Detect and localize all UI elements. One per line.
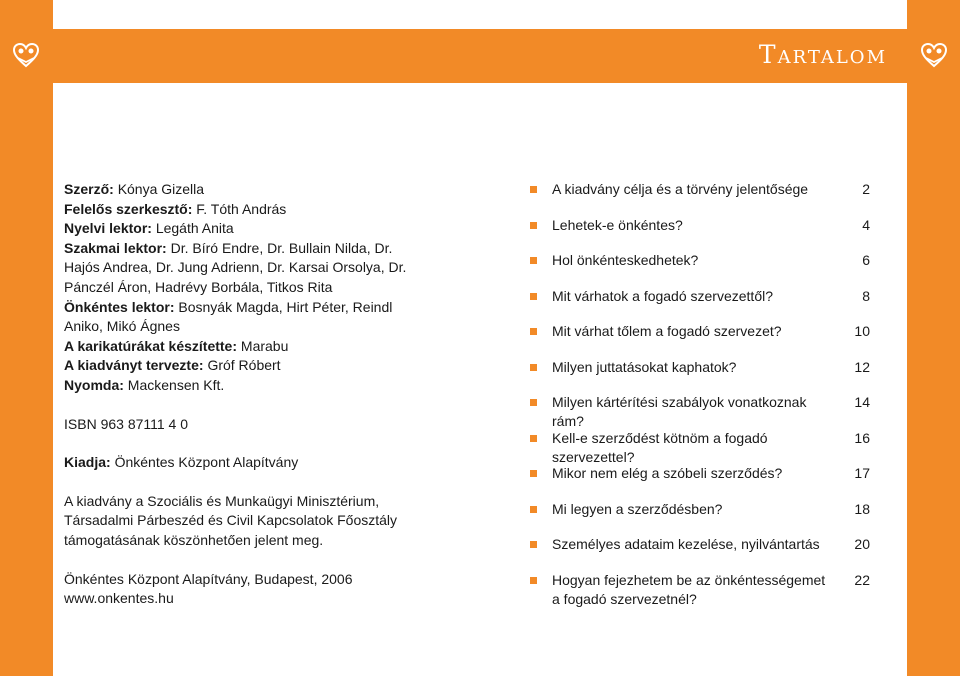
printer-value: Mackensen Kft. [127, 376, 225, 393]
toc-item-title: Hogyan fejezhetem be az önkéntességemet a fogadó szervezetnél? [552, 571, 826, 607]
toc-item-title: Milyen kártérítési szabályok vonatkoznak rám? [552, 394, 807, 429]
heart-hands-logo-icon [919, 40, 949, 70]
author-value: Kónya Gizella [117, 181, 205, 197]
publisher-line [64, 453, 424, 473]
right-orange-band [907, 0, 960, 676]
toc-item[interactable] [530, 216, 870, 252]
bullet-square-icon [530, 293, 537, 300]
bullet-square-icon [530, 506, 537, 513]
toc-item-page: 17 [854, 465, 870, 481]
toc-item-title: Lehetek-e önkéntes? [552, 216, 683, 233]
editor-label: Felelős szerkesztő: [64, 200, 193, 217]
language-lector-label: Nyelvi lektor: [64, 220, 152, 237]
toc-item-title: Hol önkénteskedhetek? [552, 252, 699, 268]
professional-lectors-value: Dr. Bíró Endre, Dr. Bullain Nilda, Dr. Hajós Andrea, Dr. Jung Adrienn, Dr. Karsai Orsolya, Dr. Pánczél Áron, Hadrévy Borbála, Titkos Rita [64, 239, 407, 295]
author-line [64, 180, 424, 200]
bullet-square-icon [530, 435, 537, 442]
toc-item-page: 12 [854, 358, 870, 375]
volunteer-lectors-label: Önkéntes lektor: [64, 298, 175, 315]
support-text: A kiadvány a Szociális és Munkaügyi Minisztérium, Társadalmi Párbeszéd és Civil Kapcsolatok Főosztály támogatásának köszönhetően jelent meg. [64, 492, 398, 548]
toc-item-page: 22 [854, 571, 870, 588]
toc-item-page: 4 [862, 216, 870, 233]
toc-item-title: Személyes adataim kezelése, nyilvántartás [552, 536, 820, 552]
professional-lectors-label: Szakmai lektor: [64, 239, 167, 256]
editor-value: F. Tóth András [196, 200, 287, 217]
professional-lectors-line [64, 239, 424, 298]
toc-item-title: Milyen juttatásokat kaphatok? [552, 358, 737, 375]
bullet-square-icon [530, 328, 537, 335]
printer-line [64, 376, 424, 396]
toc-item[interactable] [530, 358, 870, 394]
designer-value: Gróf Róbert [207, 357, 281, 374]
volunteer-lectors-value: Bosnyák Magda, Hirt Péter, Reindl Aniko, Mikó Ágnes [64, 298, 393, 335]
toc-item-title: A kiadvány célja és a törvény jelentősége [552, 181, 809, 197]
bullet-square-icon [530, 541, 537, 548]
toc-item-page: 10 [854, 323, 870, 339]
place-year: Önkéntes Központ Alapítvány, Budapest, 2006 [64, 570, 353, 587]
author-label: Szerző: [64, 181, 114, 197]
toc-item-page: 6 [862, 252, 870, 268]
toc-item-title: Kell-e szerződést kötnöm a fogadó szervezettel? [552, 429, 768, 465]
bullet-square-icon [530, 364, 537, 371]
toc-item[interactable] [530, 571, 870, 607]
toc-item-page: 2 [862, 181, 870, 197]
publisher-label: Kiadja: [64, 454, 111, 471]
publisher-value: Önkéntes Központ Alapítvány [114, 454, 299, 471]
website-link[interactable]: www.onkentes.hu [64, 590, 174, 607]
bullet-square-icon [530, 257, 537, 264]
toc-item-title: Mikor nem elég a szóbeli szerződés? [552, 465, 783, 481]
language-lector-value: Legáth Anita [155, 220, 234, 237]
toc-item[interactable] [530, 464, 870, 500]
caricatures-line [64, 337, 424, 357]
toc-item[interactable] [530, 180, 870, 216]
bullet-square-icon [530, 470, 537, 477]
toc-item[interactable] [530, 535, 870, 571]
table-of-contents [530, 180, 870, 606]
bullet-square-icon [530, 222, 537, 229]
toc-item[interactable] [530, 500, 870, 536]
toc-item-title: Mit várhat tőlem a fogadó szervezet? [552, 323, 782, 339]
toc-item-title: Mit várhatok a fogadó szervezettől? [552, 287, 774, 304]
bullet-square-icon [530, 186, 537, 193]
language-lector-line [64, 219, 424, 239]
caricatures-value: Marabu [240, 337, 289, 354]
credits-block [64, 180, 424, 609]
volunteer-lectors-line [64, 298, 424, 337]
isbn: ISBN 963 87111 4 0 [64, 415, 189, 432]
toc-item[interactable] [530, 251, 870, 287]
editor-line [64, 200, 424, 220]
toc-item-page: 8 [862, 287, 870, 304]
toc-item-page: 14 [854, 394, 870, 410]
toc-item[interactable] [530, 322, 870, 358]
heart-hands-logo-icon [11, 40, 41, 70]
toc-item-page: 16 [854, 429, 870, 446]
caricatures-label: A karikatúrákat készítette: [64, 337, 238, 354]
printer-label: Nyomda: [64, 376, 124, 393]
toc-item[interactable] [530, 393, 870, 429]
toc-item-title: Mi legyen a szerződésben? [552, 500, 723, 517]
toc-item[interactable] [530, 287, 870, 323]
bullet-square-icon [530, 577, 537, 584]
toc-item[interactable] [530, 429, 870, 465]
toc-item-page: 20 [854, 536, 870, 552]
toc-item-page: 18 [854, 500, 870, 517]
designer-label: A kiadványt tervezte: [64, 357, 204, 374]
designer-line [64, 356, 424, 376]
left-orange-band [0, 0, 53, 676]
bullet-square-icon [530, 399, 537, 406]
page-title: Tartalom [758, 40, 887, 69]
